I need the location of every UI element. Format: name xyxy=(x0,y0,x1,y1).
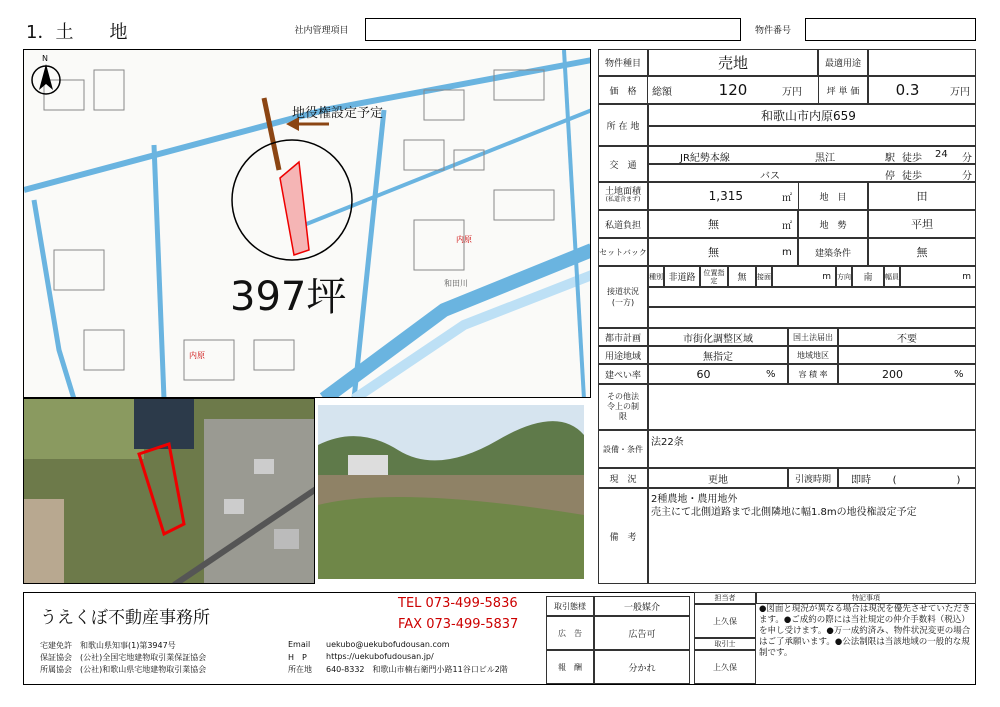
transport-line: JR紀勢本線 xyxy=(680,153,730,164)
license: 宅建免許 和歌山県知事(1)第3947号 xyxy=(40,641,176,650)
man-yen-2: 万円 xyxy=(946,76,976,104)
north-label: N xyxy=(42,54,48,63)
assoc-1: 保証協会 (公社)全国宅地建物取引業保証協会 xyxy=(40,653,207,662)
road-width-label: 幅員 xyxy=(884,266,900,287)
man-yen: 万円 xyxy=(782,86,802,98)
national-label: 国土法届出 xyxy=(788,328,838,346)
fee-label: 報 酬 xyxy=(546,650,594,684)
zoning-value: 無指定 xyxy=(648,346,788,364)
district-value xyxy=(838,346,976,364)
handover-paren: ( ) xyxy=(878,468,976,488)
zoning-label: 用途地域 xyxy=(598,346,648,364)
road-pos-value: 無 xyxy=(728,266,756,287)
price-row-border xyxy=(648,76,818,104)
handover-label: 引渡時期 xyxy=(788,468,838,488)
land-area-label xyxy=(598,182,648,210)
remarks-label: 備 考 xyxy=(598,488,648,584)
tel: TEL 073-499-5836 xyxy=(398,596,518,611)
bcr-value: 60 xyxy=(648,364,758,384)
notes-title: 特記事項 xyxy=(756,592,976,604)
fee-value: 分かれ xyxy=(594,650,690,684)
walk-min: 24 xyxy=(935,149,948,160)
city-plan-label: 都市計画 xyxy=(598,328,648,346)
land-area-label-text: 土地面積 xyxy=(604,187,641,197)
addr: 640-8332 和歌山市楠右衛門小路11谷口ビル2階 xyxy=(326,665,508,674)
type-value: 売地 xyxy=(648,49,818,76)
m-unit: m xyxy=(778,238,798,266)
national-value: 不要 xyxy=(838,328,976,346)
road-face-unit: m xyxy=(772,266,836,287)
use-label: 最適用途 xyxy=(818,49,868,76)
section-title: 1．土 地 xyxy=(26,22,128,43)
aerial-photo xyxy=(23,398,315,584)
current-label: 現 況 xyxy=(598,468,648,488)
company-name: うえくぼ不動産事務所 xyxy=(40,608,210,628)
private-road-label: 私道負担 xyxy=(598,210,648,238)
staff-value: 上久保 xyxy=(694,604,756,638)
land-area-value: 1,315 xyxy=(648,182,778,210)
location-extra xyxy=(648,126,976,146)
remarks-line-2: 売主にて北側道路まで北側隣地に幅1.8mの地役権設定予定 xyxy=(651,507,917,518)
walk-label: 徒歩 xyxy=(902,153,922,164)
walk-label-2: 徒歩 xyxy=(902,171,922,182)
transport-row-2 xyxy=(648,164,976,182)
bus-label: バス xyxy=(760,171,780,182)
road-kind-label: 種別 xyxy=(648,266,664,287)
hp[interactable]: https://uekubofudousan.jp/ xyxy=(326,652,434,661)
chimoku-label: 地 目 xyxy=(798,182,868,210)
site-photo xyxy=(318,405,584,579)
station-suffix: 駅 xyxy=(885,153,895,164)
aerial-drawing xyxy=(24,399,315,584)
staff-label: 担当者 xyxy=(694,592,756,604)
district-label: 地域地区 xyxy=(788,346,838,364)
fax: FAX 073-499-5837 xyxy=(398,617,519,632)
price-label: 価 格 xyxy=(598,76,648,104)
far-value: 200 xyxy=(838,364,946,384)
pct-unit-2: % xyxy=(946,364,976,384)
unit-price-label: 坪 単 価 xyxy=(818,76,868,104)
assoc-2: 所属協会 (公社)和歌山県宅地建物取引業協会 xyxy=(40,665,207,674)
road-dir-value: 南 xyxy=(852,266,884,287)
bcr-label: 建ぺい率 xyxy=(598,364,648,384)
remarks-line-1: 2種農地・農用地外 xyxy=(651,494,738,505)
setback-label: セットバック xyxy=(598,238,648,266)
total-value: 120 xyxy=(718,81,748,99)
addr-label: 所在地 xyxy=(288,665,312,674)
private-road-value: 無 xyxy=(648,210,778,238)
deal-value: 一般媒介 xyxy=(594,596,690,616)
min-label: 分 xyxy=(962,153,972,164)
email[interactable]: uekubo@uekubofudousan.com xyxy=(326,640,450,649)
location-map xyxy=(23,49,591,398)
road-width-unit: m xyxy=(900,266,976,287)
header-internal-box xyxy=(278,18,976,41)
area-text: 397坪 xyxy=(230,274,347,320)
location-label: 所 在 地 xyxy=(598,104,648,146)
road-pos-label: 位置指定 xyxy=(700,266,728,287)
road-row-3 xyxy=(648,307,976,328)
road-face-label: 接面 xyxy=(756,266,772,287)
road-dir-label: 方向 xyxy=(836,266,852,287)
deal-label: 取引態様 xyxy=(546,596,594,616)
min-label-2: 分 xyxy=(962,171,972,182)
ad-value: 広告可 xyxy=(594,616,690,650)
notes-text: ●図面と現況が異なる場合は現況を優先させていただきます。●ご成約の際には当社規定の仲介手数料（税込）を申し受けます。●万一成約済み、物件状況変更の場合はご了承願います。●公法制限は当該地域の一般的な規制です。 xyxy=(759,604,971,658)
total-label: 総額 xyxy=(652,86,672,98)
location-value: 和歌山市内原659 xyxy=(648,104,976,126)
handover-value: 即時 xyxy=(838,468,878,488)
type-label: 物件種目 xyxy=(598,49,648,76)
current-value: 更地 xyxy=(648,468,788,488)
building-cond-label: 建築条件 xyxy=(798,238,868,266)
terrain-value: 平坦 xyxy=(868,210,976,238)
use-value xyxy=(868,49,976,76)
site-photo-drawing xyxy=(318,405,584,579)
city-plan-value: 市街化調整区域 xyxy=(648,328,788,346)
sqm-unit: ㎡ xyxy=(778,182,818,210)
far-label: 容 積 率 xyxy=(788,364,838,384)
road-row-2 xyxy=(648,287,976,307)
email-label: Email xyxy=(288,640,311,649)
map-label-1: 内原 xyxy=(456,235,472,244)
transport-label: 交 通 xyxy=(598,146,648,182)
building-cond-value: 無 xyxy=(868,238,976,266)
setback-value: 無 xyxy=(648,238,778,266)
hp-label: H P xyxy=(288,653,307,662)
ad-label: 広 告 xyxy=(546,616,594,650)
trader-value: 上久保 xyxy=(694,650,756,684)
terrain-label: 地 勢 xyxy=(798,210,868,238)
chimoku-value: 田 xyxy=(868,182,976,210)
road-label: 接道状況(一方) xyxy=(598,266,648,328)
land-area-sub: (私道含まず) xyxy=(605,196,641,203)
easement-annotation: 地役権設定予定 xyxy=(292,106,384,121)
trader-label: 取引士 xyxy=(694,638,756,650)
other-value xyxy=(648,384,976,430)
facilities-value: 法22条 xyxy=(648,430,976,468)
sqm-unit-2: ㎡ xyxy=(778,210,798,238)
internal-label: 社内管理項目 xyxy=(278,18,366,41)
stop-label: 停 xyxy=(885,171,895,182)
other-label: その他法令上の制限 xyxy=(598,384,648,430)
transport-station: 黒江 xyxy=(815,153,835,164)
pct-unit: % xyxy=(758,364,788,384)
facilities-label: 設備・条件 xyxy=(598,430,648,468)
map-label-2: 内原 xyxy=(189,351,205,360)
property-no-label: 物件番号 xyxy=(740,18,806,41)
unit-price-value: 0.3 xyxy=(868,76,946,104)
road-kind-value: 非道路 xyxy=(664,266,700,287)
map-label-3: 和田川 xyxy=(444,279,468,288)
